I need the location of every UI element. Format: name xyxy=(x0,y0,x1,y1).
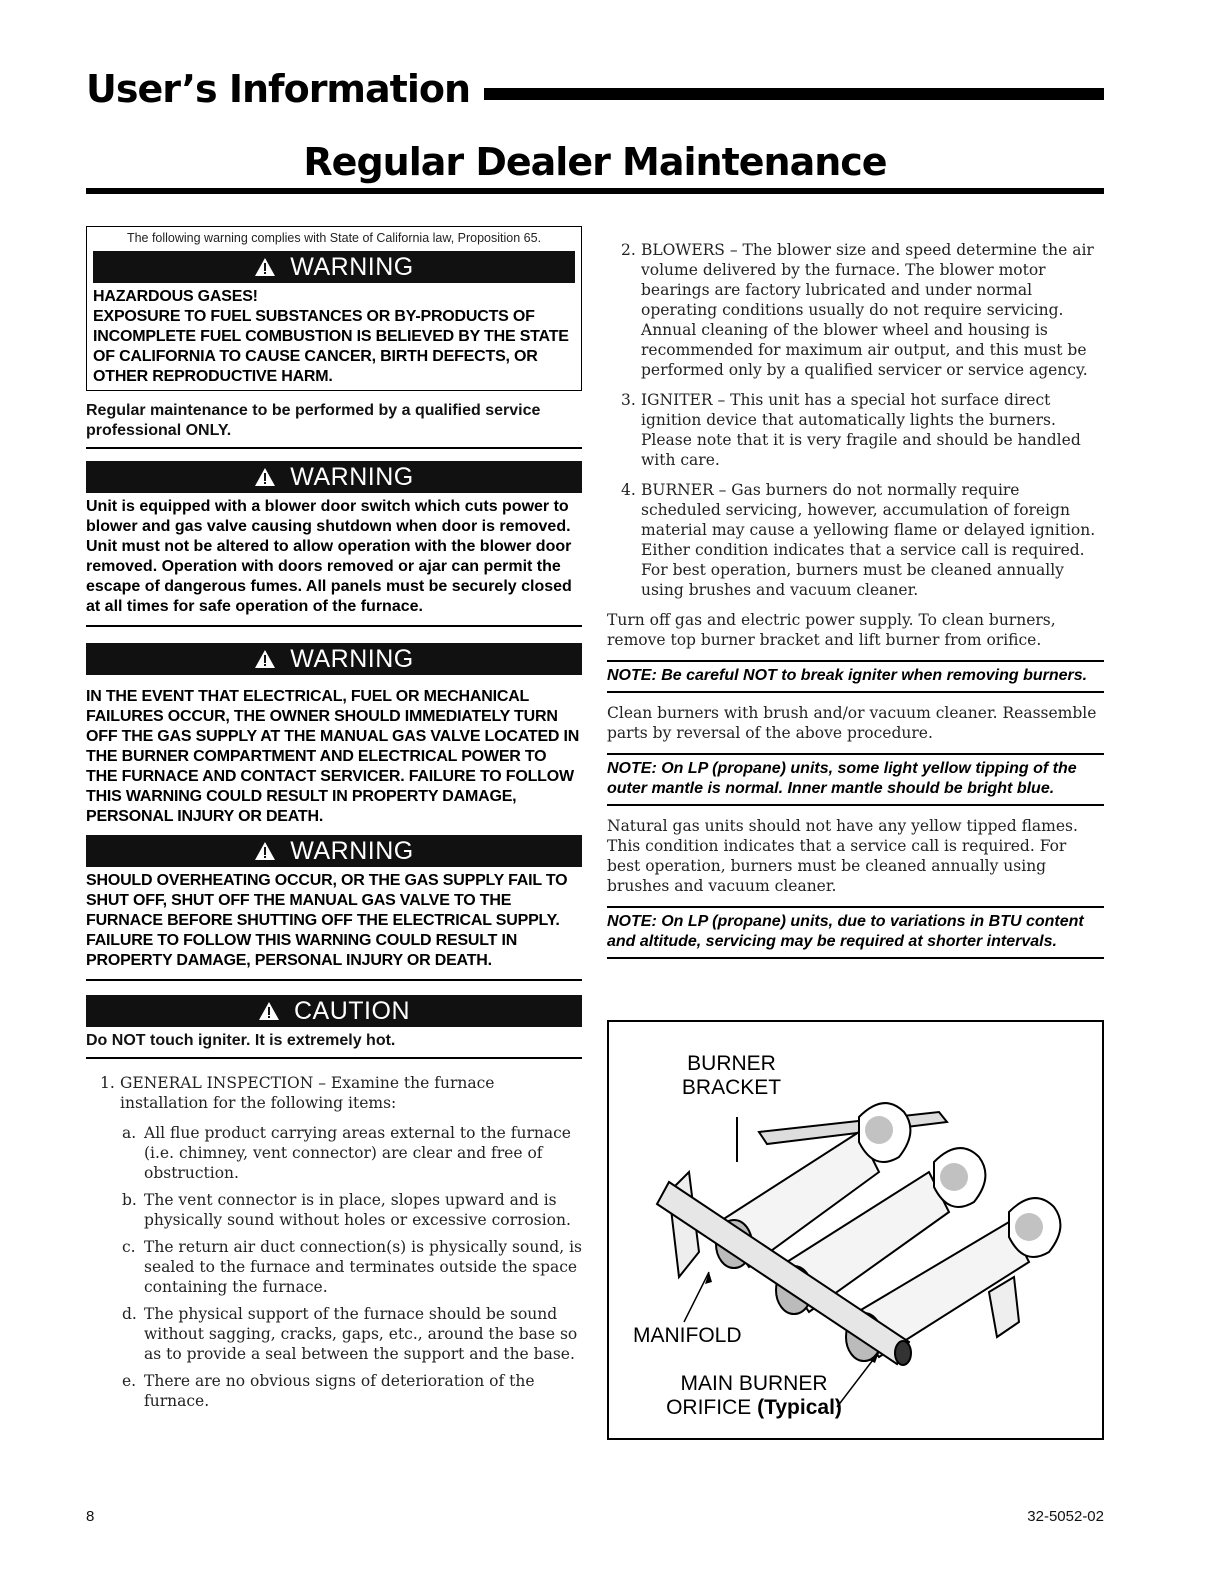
left-column xyxy=(86,226,582,1421)
label-line: BURNER xyxy=(687,1052,776,1075)
item-letter: d. xyxy=(122,1305,137,1323)
warning-banner xyxy=(86,835,582,867)
section-rule xyxy=(484,88,1104,100)
list-item xyxy=(120,1237,582,1297)
warning-text: Unit is equipped with a blower door switch which cuts power to blower and gas valve causing shutdown when door is removed. Unit must not be altered to allow operation with the blower door removed. Operation with doors removed or ajar can permit the escape of dangerous fumes. All panels must be securely closed at all times for safe operation of the furnace. xyxy=(86,498,572,615)
main-burner-orifice-label xyxy=(649,1372,859,1420)
alert-triangle-icon xyxy=(254,257,276,277)
inspection-list xyxy=(86,1073,582,1411)
item-letter: e. xyxy=(122,1372,137,1390)
label-line: BRACKET xyxy=(681,1076,782,1099)
item-text: GENERAL INSPECTION – Examine the furnace installation for the following items: xyxy=(120,1074,495,1112)
note-lp-btu: NOTE: On LP (propane) units, due to variations in BTU content and altitude, servicing may be required at shorter intervals. xyxy=(607,906,1104,959)
note-lp-tipping: NOTE: On LP (propane) units, some light yellow tipping of the outer mantle is normal. Inner mantle should be bright blue. xyxy=(607,753,1104,806)
list-item xyxy=(120,1190,582,1230)
list-item xyxy=(120,1371,582,1411)
prop65-note: The following warning complies with State of California law, Proposition 65. xyxy=(126,231,542,245)
right-column xyxy=(607,226,1104,969)
alert-triangle-icon xyxy=(258,1001,280,1021)
item-number: 1. xyxy=(100,1074,115,1092)
warning-banner xyxy=(86,461,582,493)
prop65-warning-box xyxy=(86,226,582,391)
list-item xyxy=(120,1304,582,1364)
turn-off-paragraph: Turn off gas and electric power supply. To clean burners, remove top burner bracket and lift burner from orifice. xyxy=(607,611,1056,649)
item-text: All flue product carrying areas external to the furnace (i.e. chimney, vent connector) are clear and free of obstruction. xyxy=(144,1124,571,1182)
warning-label: WARNING xyxy=(290,462,414,491)
section-title: User’s Information xyxy=(86,67,471,111)
item-text: The physical support of the furnace should be sound without sagging, cracks, gaps, etc., around the base so as to provide a seal between the support and the base. xyxy=(144,1305,578,1363)
section-header xyxy=(86,64,1104,114)
warning-failures xyxy=(86,643,582,827)
divider xyxy=(86,1057,582,1059)
burner-bracket-label xyxy=(669,1052,794,1100)
item-text: The return air duct connection(s) is physically sound, is sealed to the furnace and terminates outside the space containing the furnace. xyxy=(144,1238,582,1296)
clean-paragraph: Clean burners with brush and/or vacuum cleaner. Reassemble parts by reversal of the above procedure. xyxy=(607,704,1097,742)
item-number: 2. xyxy=(621,241,636,259)
sub-list xyxy=(120,1123,582,1411)
alert-triangle-icon xyxy=(254,649,276,669)
item-text: There are no obvious signs of deterioration of the furnace. xyxy=(144,1372,535,1410)
list-item xyxy=(607,240,1104,380)
item-text: BURNER – Gas burners do not normally require scheduled servicing, however, accumulation of foreign material may cause a yellowing flame or delayed ignition. Either condition indicates that a service call is required. For best operation, burners must be cleaned annually using brushes and vacuum cleaner. xyxy=(641,481,1096,599)
warning-text-consequence: FAILURE TO FOLLOW THIS WARNING COULD RESULT IN PROPERTY DAMAGE, PERSONAL INJURY OR DEATH. xyxy=(86,932,518,969)
label-line: MAIN BURNER xyxy=(680,1372,828,1395)
label-line: ORIFICE xyxy=(666,1396,752,1419)
document-number: 32-5052-02 xyxy=(1027,1508,1104,1525)
divider xyxy=(86,979,582,981)
caution-igniter xyxy=(86,995,582,1059)
caution-text: Do NOT touch igniter. It is extremely hot. xyxy=(86,1032,396,1049)
item-letter: a. xyxy=(122,1124,137,1142)
item-letter: b. xyxy=(122,1191,137,1209)
item-text: IGNITER – This unit has a special hot surface direct ignition device that automatically lights the burners. Please note that it is very fragile and should be handled with care. xyxy=(641,391,1081,469)
page-title: Regular Dealer Maintenance xyxy=(303,140,887,184)
alert-triangle-icon xyxy=(254,841,276,861)
warning-label: WARNING xyxy=(290,644,414,673)
hazard-heading: HAZARDOUS GASES! xyxy=(93,288,258,305)
burner-figure xyxy=(607,1020,1104,1440)
warning-label: WARNING xyxy=(290,252,414,281)
list-item xyxy=(86,1073,582,1411)
warning-overheating xyxy=(86,835,582,981)
manifold-label: MANIFOLD xyxy=(633,1324,742,1347)
item-number: 3. xyxy=(621,391,636,409)
item-text: BLOWERS – The blower size and speed determine the air volume delivered by the furnace. The blower motor bearings are factory lubricated and under normal operating conditions usually do not require servicing. Annual cleaning of the blower wheel and housing is recommended for maximum air output, and this must be performed only by a qualified servicer or service agency. xyxy=(641,241,1094,379)
qualified-note: Regular maintenance to be performed by a qualified service professional ONLY. xyxy=(86,402,541,439)
natural-gas-paragraph: Natural gas units should not have any yellow tipped flames. This condition indicates that a service call is required. For best operation, burners must be cleaned annually using brushes and vacuum cleaner. xyxy=(607,817,1078,895)
warning-label: WARNING xyxy=(290,836,414,865)
list-item xyxy=(120,1123,582,1183)
page-number: 8 xyxy=(86,1508,95,1525)
warning-banner xyxy=(93,251,575,283)
divider xyxy=(86,625,582,627)
item-text: The vent connector is in place, slopes upward and is physically sound without holes or excessive corrosion. xyxy=(144,1191,571,1229)
qualified-note-block xyxy=(86,401,582,449)
warning-banner xyxy=(86,643,582,675)
caution-banner xyxy=(86,995,582,1027)
note-igniter: NOTE: Be careful NOT to break igniter when removing burners. xyxy=(607,660,1104,693)
divider xyxy=(86,447,582,449)
list-item xyxy=(607,390,1104,470)
warning-text: SHOULD OVERHEATING OCCUR, OR THE GAS SUPPLY FAIL TO SHUT OFF, SHUT OFF THE MANUAL GAS VALVE TO THE FURNACE BEFORE SHUTTING OFF THE ELECTRICAL SUPPLY. xyxy=(86,872,568,929)
warning-blower-door xyxy=(86,461,582,627)
warning-text: IN THE EVENT THAT ELECTRICAL, FUEL OR MECHANICAL FAILURES OCCUR, THE OWNER SHOULD IMMEDIATELY TURN OFF THE GAS SUPPLY AT THE MANUAL GAS VALVE LOCATED IN THE BURNER COMPARTMENT AND ELECTRICAL POWER TO THE FURNACE AND CONTACT SERVICER. FAILURE TO FOLLOW THIS WARNING COULD RESULT IN PROPERTY DAMAGE, PERSONAL INJURY OR DEATH. xyxy=(86,688,580,825)
prop65-text: EXPOSURE TO FUEL SUBSTANCES OR BY-PRODUCTS OF INCOMPLETE FUEL COMBUSTION IS BELIEVED BY THE STATE OF CALIFORNIA TO CAUSE CANCER, BIRTH DEFECTS, OR OTHER REPRODUCTIVE HARM. xyxy=(93,308,569,385)
list-item xyxy=(607,480,1104,600)
maintenance-list xyxy=(607,240,1104,600)
title-rule xyxy=(86,188,1104,194)
page-title-wrap xyxy=(86,140,1104,184)
alert-triangle-icon xyxy=(254,467,276,487)
caution-label: CAUTION xyxy=(294,996,410,1025)
item-number: 4. xyxy=(621,481,636,499)
typical-label: (Typical) xyxy=(757,1396,842,1419)
item-letter: c. xyxy=(122,1238,136,1256)
